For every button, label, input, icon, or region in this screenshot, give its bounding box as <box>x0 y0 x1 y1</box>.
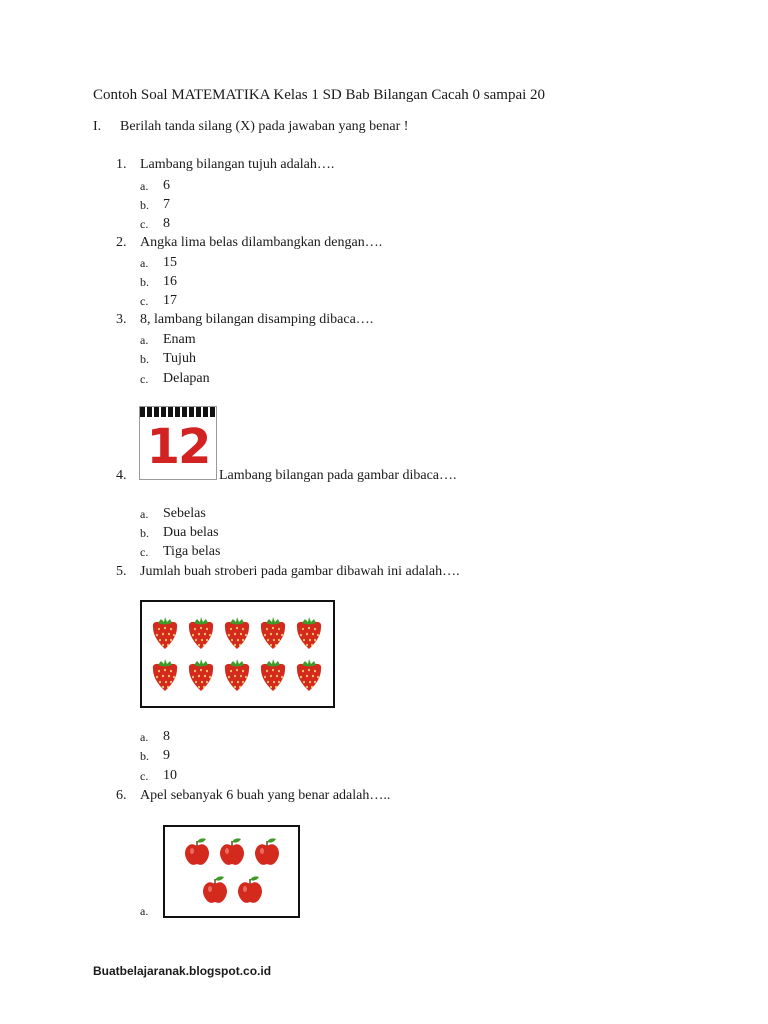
option-letter: b. <box>140 198 149 212</box>
option-letter: a. <box>140 904 149 918</box>
question-text: 8, lambang bilangan disamping dibaca…. <box>140 312 374 327</box>
apple-icon <box>218 837 246 867</box>
option-letter: b. <box>140 526 149 540</box>
question-text: Jumlah buah stroberi pada gambar dibawah ini adalah…. <box>140 564 460 579</box>
option-letter: c. <box>140 545 149 559</box>
option-letter: a. <box>140 730 149 744</box>
apple-image[interactable] <box>163 825 300 918</box>
option-c[interactable]: Tiga belas <box>163 544 221 559</box>
option-a[interactable]: 15 <box>163 255 177 270</box>
option-c[interactable]: 17 <box>163 293 177 308</box>
apple-icon <box>201 875 229 905</box>
option-c[interactable]: 10 <box>163 768 177 783</box>
option-letter: c. <box>140 294 149 308</box>
strawberry-icon <box>186 616 216 650</box>
option-c[interactable]: 8 <box>163 216 170 231</box>
option-letter: a. <box>140 256 149 270</box>
question-text: Lambang bilangan tujuh adalah…. <box>140 157 335 172</box>
calendar-ring-bar <box>140 407 216 417</box>
option-b[interactable]: 16 <box>163 274 177 289</box>
option-letter: c. <box>140 217 149 231</box>
strawberry-icon <box>222 658 252 692</box>
option-letter: a. <box>140 179 149 193</box>
apple-icon <box>253 837 281 867</box>
footer-source: Buatbelajaranak.blogspot.co.id <box>93 964 272 978</box>
calendar-image <box>139 406 217 480</box>
option-letter: c. <box>140 769 149 783</box>
option-b[interactable]: Tujuh <box>163 351 196 366</box>
option-a[interactable]: Enam <box>163 332 196 347</box>
option-letter: b. <box>140 352 149 366</box>
strawberry-icon <box>258 658 288 692</box>
document-title: Contoh Soal MATEMATIKA Kelas 1 SD Bab Bilangan Cacah 0 sampai 20 <box>93 87 546 103</box>
question-text: Apel sebanyak 6 buah yang benar adalah….. <box>140 788 391 803</box>
strawberry-icon <box>258 616 288 650</box>
question-text: Lambang bilangan pada gambar dibaca…. <box>219 468 457 483</box>
apple-icon <box>183 837 211 867</box>
section-instruction: Berilah tanda silang (X) pada jawaban yang benar ! <box>120 119 409 134</box>
strawberry-icon <box>186 658 216 692</box>
option-letter: a. <box>140 507 149 521</box>
question-number: 5. <box>116 564 127 579</box>
strawberry-icon <box>222 616 252 650</box>
option-a[interactable]: 8 <box>163 729 170 744</box>
option-b[interactable]: 7 <box>163 197 170 212</box>
option-b[interactable]: Dua belas <box>163 525 219 540</box>
question-number: 2. <box>116 235 127 250</box>
strawberry-icon <box>150 658 180 692</box>
option-letter: a. <box>140 333 149 347</box>
option-a[interactable]: Sebelas <box>163 506 206 521</box>
option-a[interactable]: 6 <box>163 178 170 193</box>
strawberry-icon <box>150 616 180 650</box>
apple-icon <box>236 875 264 905</box>
question-text: Angka lima belas dilambangkan dengan…. <box>140 235 383 250</box>
option-b[interactable]: 9 <box>163 748 170 763</box>
strawberry-icon <box>294 616 324 650</box>
strawberry-image <box>140 600 335 708</box>
option-letter: c. <box>140 372 149 386</box>
option-letter: b. <box>140 275 149 289</box>
section-number: I. <box>93 119 102 134</box>
question-number: 4. <box>116 468 127 483</box>
strawberry-icon <box>294 658 324 692</box>
calendar-number: 12 <box>146 419 210 475</box>
question-number: 3. <box>116 312 127 327</box>
question-number: 6. <box>116 788 127 803</box>
option-c[interactable]: Delapan <box>163 371 210 386</box>
question-number: 1. <box>116 157 127 172</box>
option-letter: b. <box>140 749 149 763</box>
